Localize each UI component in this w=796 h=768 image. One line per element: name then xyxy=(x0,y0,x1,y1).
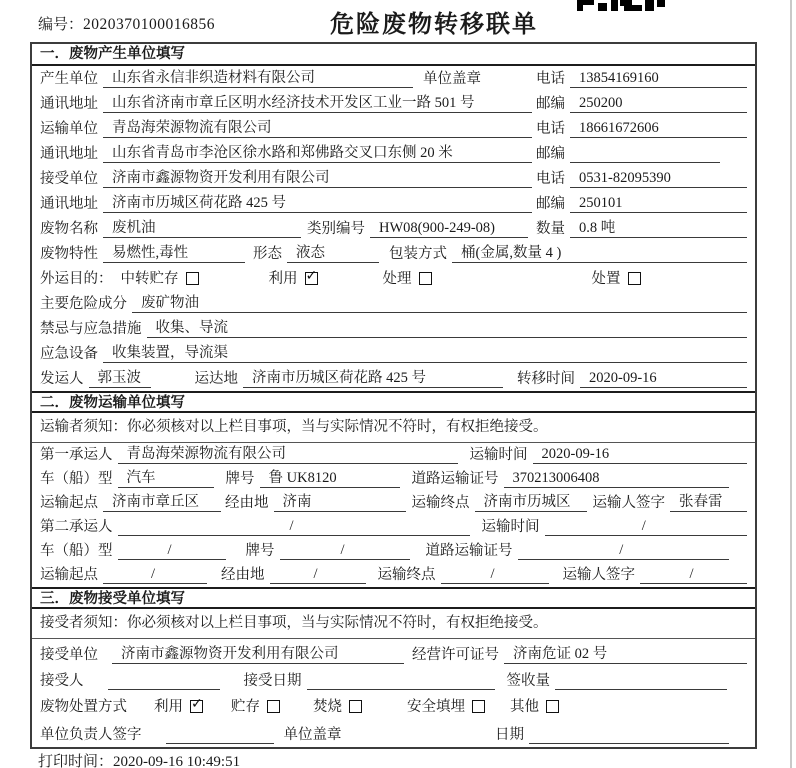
serial-number: 2020370100016856 xyxy=(83,16,216,33)
recipient-label: 接受人 xyxy=(40,673,84,689)
plate-label: 牌号 xyxy=(225,471,255,487)
packaging-label: 包装方式 xyxy=(389,246,447,262)
precautions-value: 收集、导流 xyxy=(147,316,748,338)
vehicle-label: 车（船）型 xyxy=(40,543,113,559)
row-waste-name xyxy=(32,216,755,241)
terminus2-value: / xyxy=(441,566,549,584)
terminus-label: 运输终点 xyxy=(411,495,470,511)
row-producer xyxy=(32,66,755,91)
serial-label: 编号： xyxy=(38,17,84,33)
road-permit2-value: / xyxy=(518,542,730,560)
phone-label: 电话 xyxy=(536,171,565,187)
quantity-value: 0.8 吨 xyxy=(570,216,747,238)
section2-header: 二．废物运输单位填写 xyxy=(32,391,755,413)
transfer-form xyxy=(30,42,757,749)
address-label: 通讯地址 xyxy=(40,196,98,212)
quantity-label: 数量 xyxy=(536,221,565,237)
checkbox-unchecked xyxy=(419,272,432,285)
checkmark-icon: ✓ xyxy=(191,696,203,712)
carrier2-label: 第二承运人 xyxy=(40,519,113,535)
purpose-option-2 xyxy=(383,267,432,288)
destination-value: 济南市历城区荷花路 425 号 xyxy=(243,366,503,388)
characteristics-label: 废物特性 xyxy=(40,246,98,262)
checkbox-unchecked xyxy=(546,700,559,713)
checkbox-label: 其他 xyxy=(510,699,539,715)
row-hazard xyxy=(32,291,755,316)
disposal-option-4 xyxy=(510,695,559,716)
transport-time-label: 运输时间 xyxy=(481,519,540,535)
row-recipient xyxy=(32,667,755,693)
checkbox-label: 处置 xyxy=(591,271,621,287)
row-shipper xyxy=(32,366,755,391)
carrier1-value: 青岛海荣源物流有限公司 xyxy=(118,442,458,464)
category-value: HW08(900-249-08) xyxy=(370,220,528,238)
producer-phone-value: 13854169160 xyxy=(570,70,747,88)
receive-date-value xyxy=(307,673,495,690)
address-label: 通讯地址 xyxy=(40,146,98,162)
row-transporter xyxy=(32,116,755,141)
transport-time-label: 运输时间 xyxy=(469,447,528,463)
responsible-sign-label: 单位负责人签字 xyxy=(40,727,142,743)
date-value xyxy=(529,727,729,744)
carrier-sign2-value: / xyxy=(640,566,747,584)
disposal-label: 废物处置方式 xyxy=(40,699,127,715)
zip-label: 邮编 xyxy=(536,146,565,162)
via-label: 经由地 xyxy=(225,495,269,511)
plate-label: 牌号 xyxy=(245,543,275,559)
row-characteristics xyxy=(32,241,755,266)
producer-address-value: 山东省济南市章丘区明水经济技术开发区工业一路 501 号 xyxy=(103,91,532,113)
zip-label: 邮编 xyxy=(536,196,565,212)
plate1-value: 鲁 UK8120 xyxy=(260,466,400,488)
transporter-phone-value: 18661672606 xyxy=(570,120,747,138)
disposal-option-2 xyxy=(313,695,362,716)
seal-label: 单位盖章 xyxy=(283,727,342,743)
producer-value: 山东省永信非织造材料有限公司 xyxy=(103,66,413,88)
section3-notice: 接受者须知：你必须核对以上栏目事项，当与实际情况不符时，有权拒绝接受。 xyxy=(32,609,755,639)
received-qty-label: 签收量 xyxy=(506,673,550,689)
checkbox-label: 焚烧 xyxy=(313,699,342,715)
row-precautions xyxy=(32,316,755,341)
qr-code-fragment xyxy=(577,0,665,11)
permit-value: 济南危证 02 号 xyxy=(504,642,747,664)
checkbox-unchecked xyxy=(472,700,485,713)
purpose-option-3 xyxy=(592,267,641,288)
checkbox-label: 利用 xyxy=(268,271,298,287)
zip-label: 邮编 xyxy=(536,96,565,112)
phone-label: 电话 xyxy=(536,71,565,87)
origin-label: 运输起点 xyxy=(40,495,98,511)
transporter-address-value: 山东省青岛市李沧区徐水路和郑佛路交叉口东侧 20 米 xyxy=(103,141,532,163)
shipper-value: 郭玉波 xyxy=(89,366,151,388)
receiver-value: 济南市鑫源物资开发利用有限公司 xyxy=(103,166,532,188)
disposal-option-3 xyxy=(407,695,485,716)
packaging-value: 桶(金属,数量 4 ) xyxy=(452,241,747,263)
disposal-option-0 xyxy=(154,695,203,716)
hazard-label: 主要危险成分 xyxy=(40,296,127,312)
row-route2 xyxy=(32,563,755,587)
transporter-zip-value xyxy=(570,146,720,163)
producer-zip-value: 250200 xyxy=(570,95,747,113)
equipment-label: 应急设备 xyxy=(40,346,98,362)
road-permit-label: 道路运输证号 xyxy=(411,471,499,487)
origin-label: 运输起点 xyxy=(40,567,98,583)
road-permit1-value: 370213006408 xyxy=(504,470,730,488)
transporter-value: 青岛海荣源物流有限公司 xyxy=(103,116,532,138)
received-qty-value xyxy=(555,673,727,690)
carrier-sign1-value: 张春雷 xyxy=(670,490,747,512)
section2-notice: 运输者须知：你必须核对以上栏目事项，当与实际情况不符时，有权拒绝接受。 xyxy=(32,413,755,443)
transporter-label: 运输单位 xyxy=(40,121,98,137)
receive-date-label: 接受日期 xyxy=(243,673,302,689)
transport-time1-value: 2020-09-16 xyxy=(533,446,748,464)
origin2-value: / xyxy=(103,566,207,584)
waste-name-value: 废机油 xyxy=(103,216,301,238)
via1-value: 济南 xyxy=(274,490,406,512)
checkbox-checked xyxy=(305,268,318,285)
checkbox-label: 贮存 xyxy=(231,699,260,715)
hazard-value: 废矿物油 xyxy=(132,291,747,313)
receiver-label: 接受单位 xyxy=(40,647,98,663)
receiver-zip-value: 250101 xyxy=(570,195,747,213)
via-label: 经由地 xyxy=(221,567,265,583)
checkbox-label: 安全填埋 xyxy=(407,699,465,715)
phone-label: 电话 xyxy=(536,121,565,137)
date-label: 日期 xyxy=(495,727,524,743)
receiver-phone-value: 0531-82095390 xyxy=(570,170,747,188)
transfer-time-label: 转移时间 xyxy=(517,371,575,387)
row-transporter-address xyxy=(32,141,755,166)
row-receiver-address xyxy=(32,191,755,216)
page-title: 危险废物转移联单 xyxy=(330,12,538,38)
seal-label: 单位盖章 xyxy=(423,71,481,87)
row-disposal xyxy=(32,693,755,719)
row-producer-address xyxy=(32,91,755,116)
checkbox-label: 中转贮存 xyxy=(120,271,179,287)
form-value: 液态 xyxy=(287,241,379,263)
print-time-label: 打印时间： xyxy=(38,754,114,768)
serial-line xyxy=(38,13,215,34)
shipper-label: 发运人 xyxy=(40,371,84,387)
checkbox-checked xyxy=(190,696,203,713)
terminus-label: 运输终点 xyxy=(377,567,436,583)
checkmark-icon: ✓ xyxy=(305,268,318,284)
permit-label: 经营许可证号 xyxy=(412,647,499,663)
carrier-sign-label: 运输人签字 xyxy=(592,495,665,511)
origin1-value: 济南市章丘区 xyxy=(103,490,221,512)
purpose-label: 外运目的： xyxy=(40,271,113,287)
row-carrier2 xyxy=(32,515,755,539)
road-permit-label: 道路运输证号 xyxy=(425,543,513,559)
transfer-date-value: 2020-09-16 xyxy=(580,370,747,388)
vehicle2-value: / xyxy=(118,542,226,560)
destination-label: 运达地 xyxy=(194,371,238,387)
carrier-sign-label: 运输人签字 xyxy=(562,567,635,583)
receive-unit-value: 济南市鑫源物资开发利用有限公司 xyxy=(112,642,404,664)
row-receiver xyxy=(32,166,755,191)
terminus1-value: 济南市历城区 xyxy=(475,490,587,512)
recipient-value xyxy=(108,673,220,690)
checkbox-unchecked xyxy=(267,700,280,713)
vehicle1-value: 汽车 xyxy=(118,466,214,488)
producer-label: 产生单位 xyxy=(40,71,98,87)
category-label: 类别编号 xyxy=(307,221,365,237)
address-label: 通讯地址 xyxy=(40,96,98,112)
plate2-value: / xyxy=(280,542,410,560)
transport-time2-value: / xyxy=(545,518,748,536)
row-purpose xyxy=(32,266,755,291)
row-responsible-sign xyxy=(32,719,755,747)
purpose-option-0 xyxy=(121,267,199,288)
row-receive-unit xyxy=(32,639,755,667)
row-vehicle2 xyxy=(32,539,755,563)
vehicle-label: 车（船）型 xyxy=(40,471,113,487)
waste-name-label: 废物名称 xyxy=(40,221,98,237)
row-equipment xyxy=(32,341,755,366)
row-route1 xyxy=(32,491,755,515)
checkbox-unchecked xyxy=(186,272,199,285)
row-vehicle1 xyxy=(32,467,755,491)
via2-value: / xyxy=(270,566,366,584)
receiver-address-value: 济南市历城区荷花路 425 号 xyxy=(103,191,532,213)
responsible-sign-value xyxy=(166,727,274,744)
receiver-label: 接受单位 xyxy=(40,171,98,187)
section3-header: 三．废物接受单位填写 xyxy=(32,587,755,609)
row-carrier1 xyxy=(32,443,755,467)
purpose-option-1 xyxy=(269,267,318,288)
characteristics-value: 易燃性,毒性 xyxy=(103,241,245,263)
carrier2-value: / xyxy=(118,518,470,536)
checkbox-unchecked xyxy=(349,700,362,713)
section1-header: 一．废物产生单位填写 xyxy=(32,44,755,66)
precautions-label: 禁忌与应急措施 xyxy=(40,321,142,337)
checkbox-label: 利用 xyxy=(154,699,183,715)
form-label: 形态 xyxy=(253,246,282,262)
print-time-line xyxy=(38,750,240,768)
page-edge-line xyxy=(790,0,792,768)
equipment-value: 收集装置，导流渠 xyxy=(103,341,747,363)
checkbox-label: 处理 xyxy=(382,271,412,287)
checkbox-unchecked xyxy=(628,272,641,285)
carrier1-label: 第一承运人 xyxy=(40,447,113,463)
disposal-option-1 xyxy=(231,695,280,716)
print-time-value: 2020-09-16 10:49:51 xyxy=(113,754,241,768)
